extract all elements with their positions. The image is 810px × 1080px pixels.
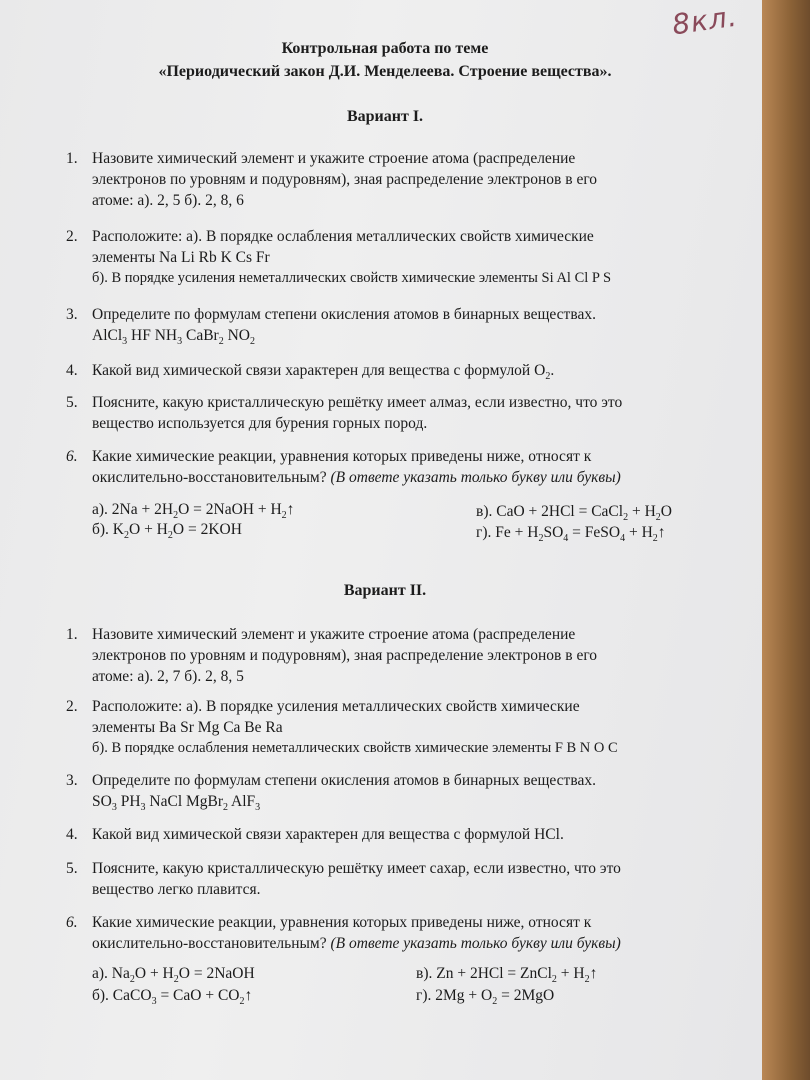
- variant2-title: Вариант II.: [343, 582, 427, 599]
- q-line: электронов по уровням и подуровням), зная распределение электронов в его: [92, 171, 598, 188]
- v1-question-6: [66, 446, 732, 488]
- v1-question-5: [66, 392, 732, 434]
- q-line: Поясните, какую кристаллическую решётку имеет алмаз, если известно, что это: [92, 394, 623, 411]
- question-number: 1.: [66, 150, 78, 167]
- question-number: 4.: [66, 826, 78, 843]
- q-line: Какие химические реакции, уравнения которых приведены ниже, относят к: [92, 448, 592, 465]
- question-number: 1.: [66, 626, 78, 643]
- v1-question-3: [66, 304, 732, 352]
- v1-question-1: [66, 148, 732, 211]
- q-line: Поясните, какую кристаллическую решётку имеет сахар, если известно, что это: [92, 860, 621, 877]
- v2-question-4: [66, 824, 732, 845]
- v1-question-4: [66, 360, 732, 387]
- q-line: окислительно-восстановительным?: [92, 469, 327, 486]
- wooden-table-edge: [762, 0, 810, 1080]
- question-number: 6.: [66, 914, 78, 931]
- answer-instruction: (В ответе указать только букву или буквы): [330, 935, 621, 952]
- question-number: 5.: [66, 394, 78, 411]
- q-line: вещество используется для бурения горных пород.: [92, 415, 428, 432]
- q-line: атоме: а). 2, 5 б). 2, 8, 6: [92, 192, 244, 209]
- v1-equation-a: а). $2Na + 2H_2O$ = 2NaOH + $H_2↑$: [92, 501, 295, 522]
- question-number: 2.: [66, 698, 78, 715]
- v2-question-1: [66, 624, 732, 687]
- q-line: Определите по формулам степени окисления атомов в бинарных веществах.: [92, 306, 596, 323]
- handwritten-grade-note: 8кл.: [670, 0, 740, 42]
- question-number: 3.: [66, 306, 78, 323]
- v1-equation-d: г). $Fe + H_2SO_4$ = FeSO$_4$ + $H_2↑$: [476, 524, 666, 545]
- q-line: б). В порядке ослабления неметаллических свойств химические элементы F B N O C: [92, 740, 618, 756]
- v2-equation-d: г). $2Mg + O_2 = 2MgO$: [416, 987, 555, 1008]
- q-line: вещество легко плавится.: [92, 881, 261, 898]
- q-line: Какой вид химической связи характерен для вещества с формулой $O_2$.: [92, 362, 555, 383]
- v2-equation-c: в). Zn + 2HCl = ZnCl$_2$ + $H_2↑$: [416, 965, 598, 986]
- formula-list: $SO_3$ $PH_3$ NaCl MgBr$_2$ AlF$_3$: [92, 793, 261, 814]
- question-number: 6.: [66, 448, 78, 465]
- question-number: 2.: [66, 228, 78, 245]
- formula-list: AlCl$_3$ HF $NH_3$ CaBr$_2$ $NO_2$: [92, 327, 255, 348]
- q-line: Какой вид химической связи характерен для вещества с формулой HCl.: [92, 826, 564, 843]
- q-line: электронов по уровням и подуровням), зная распределение электронов в его: [92, 647, 598, 664]
- v2-equation-a: а). $Na_2O + H_2O$ = 2NaOH: [92, 965, 255, 986]
- v2-question-5: [66, 858, 732, 900]
- q-line: элементы Ba Sr Mg Ca Be Ra: [92, 719, 283, 736]
- v2-question-3: [66, 770, 732, 818]
- q-line: атоме: а). 2, 7 б). 2, 8, 5: [92, 668, 244, 685]
- question-number: 5.: [66, 860, 78, 877]
- v1-equation-c: в). CaO + 2HCl = CaCl$_2$ + $H_2O$: [476, 503, 672, 524]
- variant1-title: Вариант I.: [346, 108, 424, 125]
- v2-question-2: [66, 696, 732, 759]
- question-number: 4.: [66, 362, 78, 379]
- q-line: Какие химические реакции, уравнения которых приведены ниже, относят к: [92, 914, 592, 931]
- q-line: Назовите химический элемент и укажите строение атома (распределение: [92, 626, 576, 643]
- q-line: б). В порядке усиления неметаллических свойств химические элементы Si Al Cl P S: [92, 270, 612, 286]
- answer-instruction: (В ответе указать только букву или буквы): [330, 469, 621, 486]
- v1-equation-b: б). $K_2O + H_2O = 2KOH$: [92, 521, 242, 542]
- question-number: 3.: [66, 772, 78, 789]
- header-line1: Контрольная работа по теме: [281, 40, 489, 57]
- q-line: Расположите: а). В порядке ослабления металлических свойств химические: [92, 228, 594, 245]
- q-line: элементы Na Li Rb K Cs Fr: [92, 249, 270, 266]
- v2-question-6: [66, 912, 732, 954]
- q-line: Расположите: а). В порядке усиления металлических свойств химические: [92, 698, 580, 715]
- q-line: окислительно-восстановительным?: [92, 935, 327, 952]
- v2-equation-b: б). CaCO$_3$ = CaO + $CO_2↑$: [92, 987, 253, 1008]
- header-line2: «Периодический закон Д.И. Менделеева. Строение вещества».: [158, 63, 612, 80]
- v1-question-2: [66, 226, 732, 289]
- q-line: Назовите химический элемент и укажите строение атома (распределение: [92, 150, 576, 167]
- q-line: Определите по формулам степени окисления атомов в бинарных веществах.: [92, 772, 596, 789]
